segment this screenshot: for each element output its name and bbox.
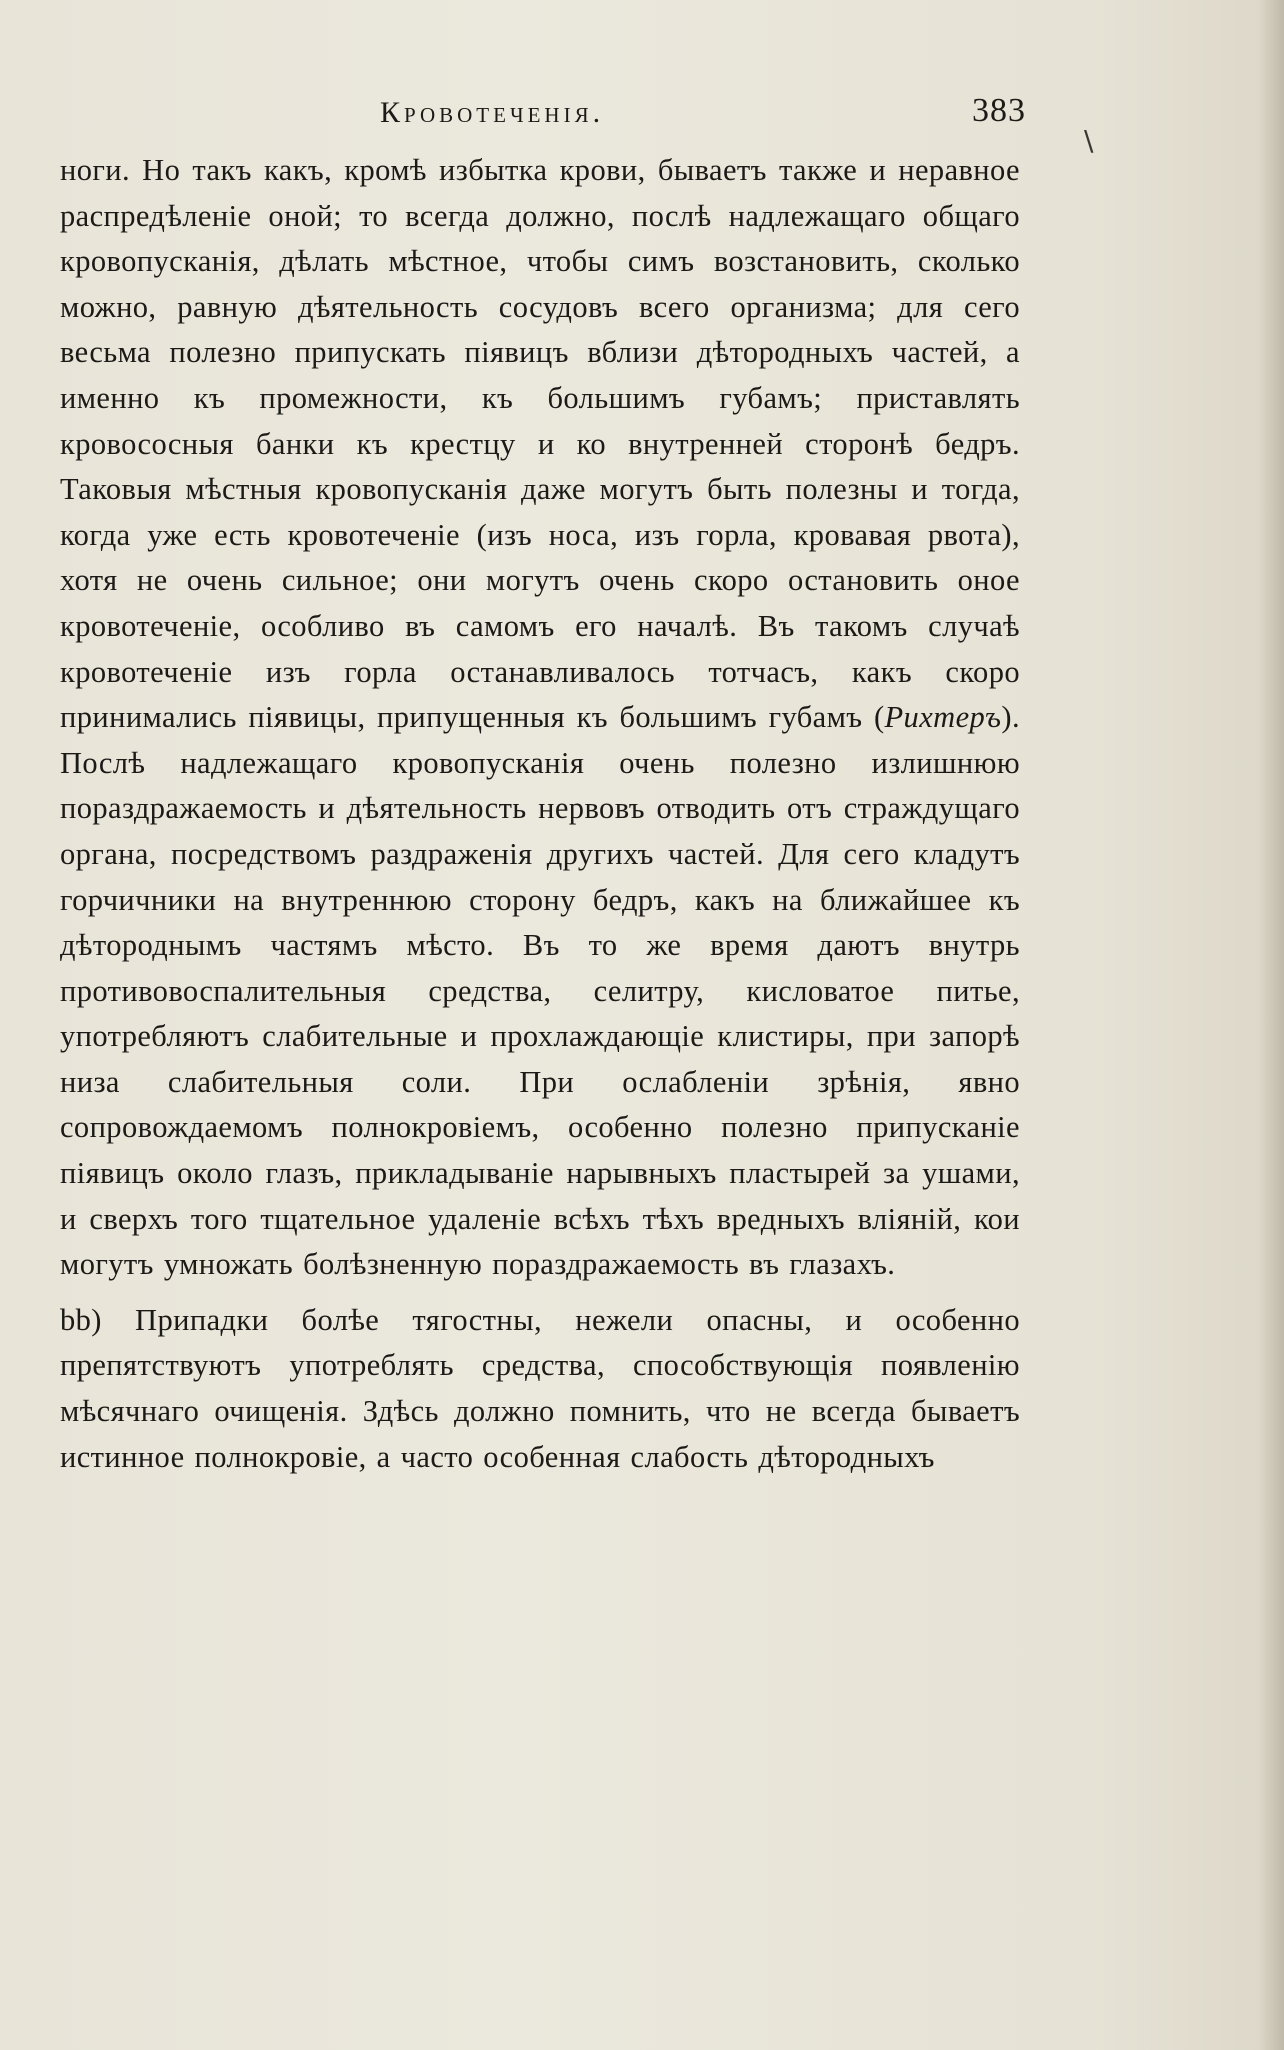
page-number: 383 [972,92,1026,129]
paragraph-2: bb) Припадки болѣе тягостны, нежели опасны, и особенно препятствуютъ употреблять средства, способствующія появленію мѣсячнаго очищенія. Здѣсь должно помнить, что не всегда бываетъ истинное полнокровіе, а часто особенная слабость дѣтородныхъ [60,1302,1020,1474]
running-title: Кровотеченія. [380,96,605,129]
page-edge-shadow [1258,0,1284,2050]
cited-author: Рихтеръ [884,700,1002,735]
paragraph-1 [60,148,1020,1288]
book-page [60,92,1026,1480]
body-text [60,148,1020,1480]
paragraph-1-text-end: ). Послѣ надлежащаго кровопусканія очень полезно излишнюю пораздражаемость и дѣятельность нервовъ отводить отъ страждущаго органа, посредствомъ раздраженія другихъ частей. Для сего кладутъ горчичники на внутреннюю сторону бедръ, какъ на ближайшее къ дѣтороднымъ частямъ мѣсто. Въ то же время даютъ внутрь противовоспалительныя средства, селитру, кисловатое питье, употребляютъ слабительные и прохлаждающіе клистиры, при запорѣ низа слабительныя соли. При ослабленіи зрѣнія, явно сопровождаемомъ полнокровіемъ, особенно полезно припусканіе піявицъ около глазъ, прикладываніе нарывныхъ пластырей за ушами, и сверхъ того тщательное удаленіе всѣхъ тѣхъ вредныхъ вліяній, кои могутъ умножать болѣзненную пораздражаемость въ глазахъ. [60,700,1020,1282]
paragraph-1-text-start: ноги. Но такъ какъ, кромѣ избытка крови, бываетъ также и неравное распредѣленіе оной; то всегда должно, послѣ надлежащаго общаго кровопусканія, дѣлать мѣстное, чтобы симъ возстановить, сколько можно, равную дѣятельность сосудовъ всего организма; для сего весьма полезно припускать піявицъ вблизи дѣтородныхъ частей, а именно къ промежности, къ большимъ губамъ; приставлять кровососныя банки къ крестцу и ко внутренней сторонѣ бедръ. Таковыя мѣстныя кровопусканія даже могутъ быть полезны и тогда, когда уже есть кровотеченіе (изъ носа, изъ горла, кровавая рвота), хотя не очень сильное; они могутъ очень скоро остановить оное кровотеченіе, особливо въ самомъ его началѣ. Въ такомъ случаѣ кровотеченіе изъ горла останавливалось тотчасъ, какъ скоро принимались піявицы, припущенныя къ большимъ губамъ ( [60,153,1020,735]
margin-mark: \ [1084,124,1094,157]
page-header [60,92,1026,136]
